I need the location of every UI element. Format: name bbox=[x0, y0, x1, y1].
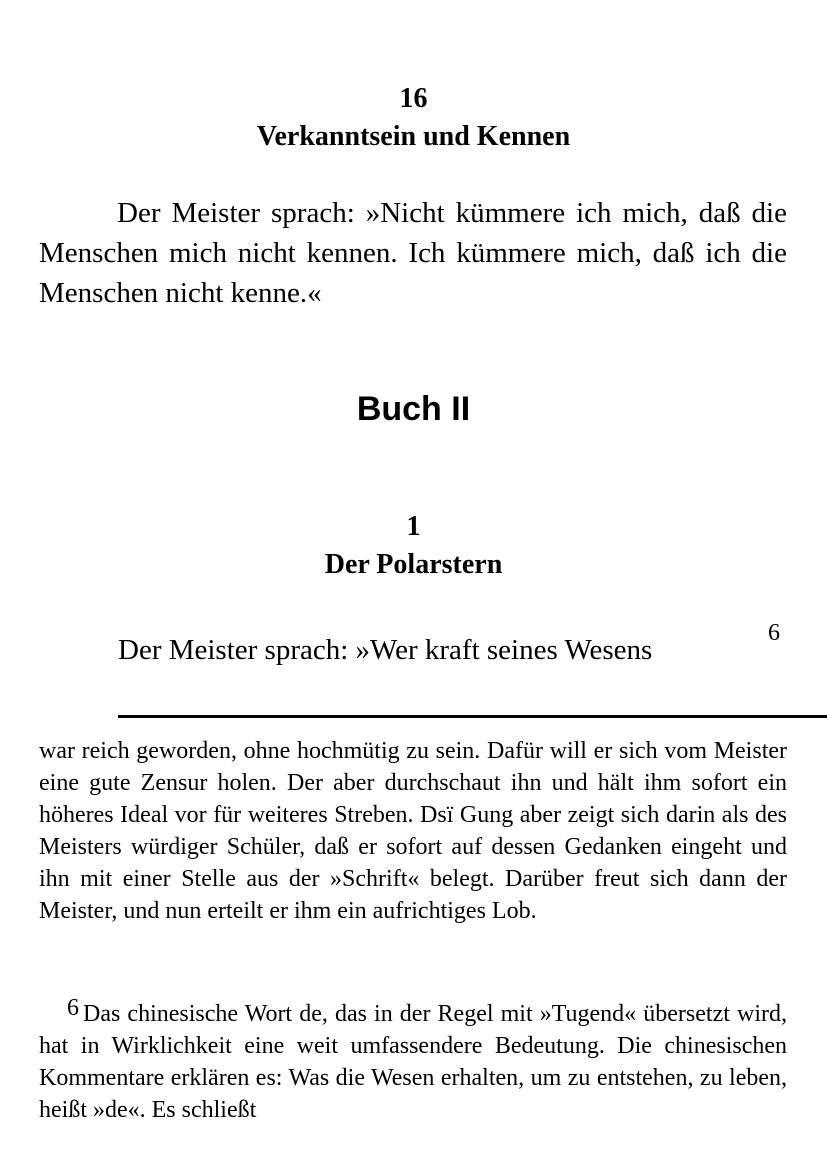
footnote-mark: 6 bbox=[67, 995, 79, 1021]
section-opening-line bbox=[118, 630, 788, 670]
section-title: Der Polarstern bbox=[324, 549, 503, 580]
footnote-text: Das chinesische Wort de, das in der Regel mit »Tugend« übersetzt wird, hat in Wirklichkeit eine weit umfassendere Bedeutung. Die chinesischen Kommentare erklären es: Was die Wesen erhalten, um zu entstehen, zu leben, heißt »de«. Es schließt bbox=[39, 1001, 787, 1123]
section-paragraph-text: Der Meister sprach: »Nicht kümmere ich mich, daß die Menschen mich nicht kennen. Ich kümmere mich, daß ich die Menschen nicht kenne.« bbox=[39, 197, 787, 309]
footnote-separator bbox=[118, 715, 827, 718]
section-opening-text: Der Meister sprach: »Wer kraft seines Wesens bbox=[118, 634, 653, 666]
footnote-paragraph bbox=[39, 995, 787, 1126]
section-paragraph bbox=[39, 193, 787, 313]
section-number: 1 bbox=[406, 511, 421, 542]
section-title: Verkanntsein und Kennen bbox=[256, 121, 571, 152]
commentary-paragraph: war reich geworden, ohne hochmütig zu sein. Dafür will er sich vom Meister eine gute Zensur holen. Der aber durchschaut ihn und hält ihm sofort ein höheres Ideal vor für weiteres Streben. Dsï Gung aber zeigt sich darin als des Meisters würdiger Schüler, daß er sofort auf dessen Gedanken eingeht und ihn mit einer Stelle aus der »Schrift« belegt. Darüber freut sich dann der Meister, und nun erteilt er ihm ein aufrichtiges Lob. bbox=[39, 738, 787, 924]
book-heading: Buch II bbox=[356, 390, 471, 428]
footnote-reference: 6 bbox=[768, 620, 780, 646]
section-number: 16 bbox=[399, 83, 428, 114]
